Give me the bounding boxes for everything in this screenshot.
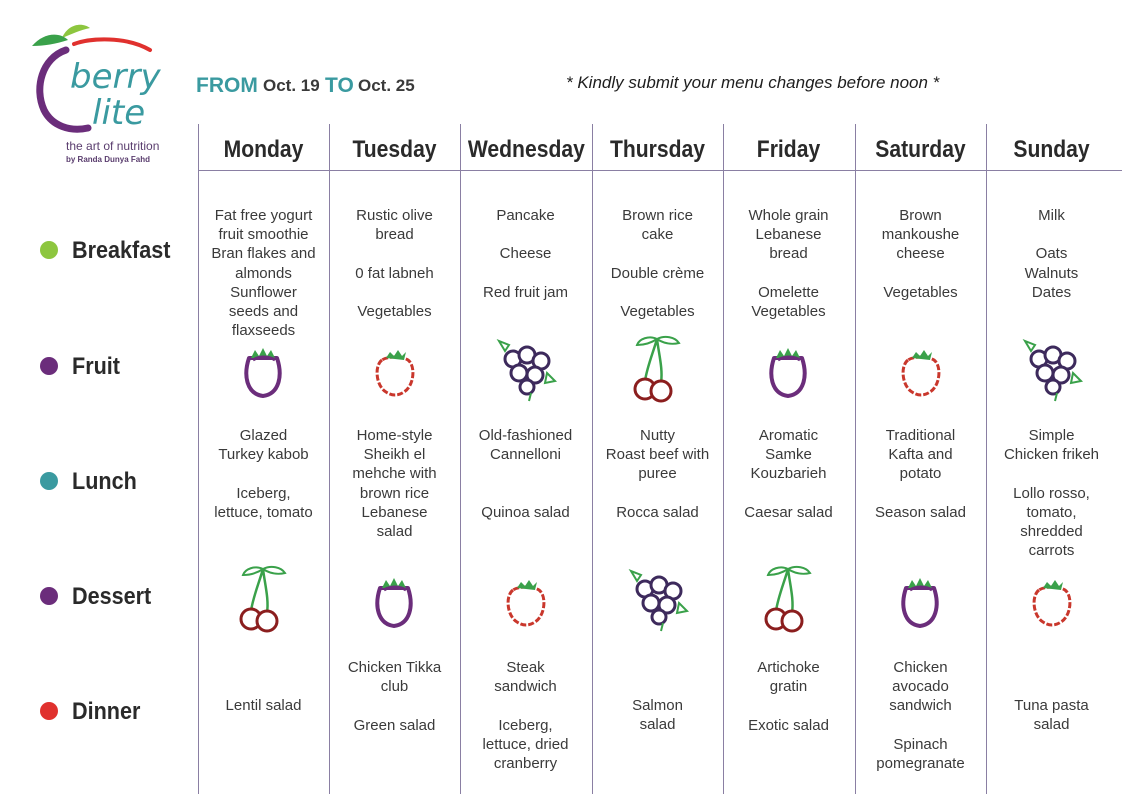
menu-item-line	[460, 464, 591, 483]
breakfast-cell	[460, 206, 591, 302]
menu-item-line: Rustic olive	[356, 207, 433, 224]
menu-item-line: Lebanese	[755, 226, 822, 244]
menu-item-line	[855, 264, 986, 283]
menu-item-line: almonds	[235, 264, 292, 282]
lunch-cell	[723, 426, 854, 522]
menu-item-line: lettuce, tomato	[214, 503, 313, 521]
menu-item-line: Vegetables	[883, 283, 958, 301]
menu-item-line: carrots	[1028, 542, 1075, 560]
menu-item-line: Iceberg,	[498, 716, 553, 734]
menu-item-line: Artichoke	[757, 659, 820, 676]
menu-item-line: Kafta and	[888, 446, 953, 464]
menu-item-line	[592, 484, 723, 503]
meal-label: Dinner	[72, 698, 141, 725]
menu-item-line: Vegetables	[620, 302, 695, 320]
menu-item-line: Fat free yogurt	[214, 207, 313, 224]
menu-item-line: Vegetables	[357, 302, 432, 320]
menu-item-line: Omelette	[758, 283, 819, 301]
plum-icon	[229, 336, 299, 406]
fruit-dot-icon	[40, 357, 58, 375]
menu-item-line: Cannelloni	[490, 446, 561, 464]
menu-item-line: Chicken Tikka	[347, 659, 442, 676]
dinner-cell	[329, 658, 460, 735]
menu-item-line: tomato,	[1026, 503, 1077, 521]
grapes-icon	[491, 333, 561, 403]
meal-label: Lunch	[72, 468, 137, 495]
dinner-cell	[986, 696, 1117, 734]
menu-item-line	[986, 464, 1117, 483]
menu-item-line	[460, 264, 591, 283]
menu-item-line	[460, 484, 591, 503]
menu-item-line: mehche with	[352, 465, 437, 483]
meal-breakfast	[40, 237, 181, 265]
grapes-icon	[623, 563, 693, 633]
menu-item-line: Chicken	[893, 659, 948, 676]
day-thursday: Thursday	[609, 136, 706, 163]
menu-item-line: gratin	[769, 678, 808, 696]
breakfast-cell	[198, 206, 329, 340]
menu-item-line: bread	[769, 245, 808, 263]
menu-item-line: Turkey kabob	[218, 446, 309, 464]
menu-item-line	[329, 283, 460, 302]
strawberry-icon	[360, 336, 430, 406]
lunch-cell	[198, 426, 329, 522]
breakfast-cell	[329, 206, 460, 321]
plum-icon	[886, 566, 956, 636]
strawberry-icon	[1017, 566, 1087, 636]
from-date: Oct. 19	[263, 76, 320, 95]
menu-item-line: Milk	[1038, 207, 1065, 224]
lunch-cell	[986, 426, 1117, 560]
menu-item-line: seeds and	[228, 303, 299, 321]
menu-item-line: Glazed	[239, 427, 288, 444]
menu-item-line	[329, 696, 460, 715]
menu-item-line	[198, 464, 329, 483]
menu-item-line: mankoushe	[881, 226, 960, 244]
menu-item-line: Lebanese	[361, 503, 428, 521]
day-monday: Monday	[223, 136, 304, 163]
menu-item-line: Double crème	[610, 264, 705, 282]
dessert-dot-icon	[40, 587, 58, 605]
breakfast-cell	[723, 206, 854, 321]
meal-dessert	[40, 583, 160, 611]
menu-item-line: bread	[375, 226, 414, 244]
header-divider	[198, 170, 1122, 171]
day-saturday: Saturday	[875, 136, 966, 163]
meal-label: Dessert	[72, 583, 152, 610]
menu-item-line: Pancake	[496, 207, 555, 224]
menu-item-line: Walnuts	[1024, 264, 1079, 282]
menu-item-line: club	[380, 678, 409, 696]
menu-item-line: avocado	[892, 678, 949, 696]
menu-item-line	[460, 696, 591, 715]
meal-fruit	[40, 353, 125, 381]
menu-item-line: cheese	[896, 245, 945, 263]
lunch-cell	[855, 426, 986, 522]
menu-item-line: Kouzbarieh	[750, 465, 827, 483]
menu-item-line: sandwich	[889, 697, 952, 715]
menu-item-line: pomegranate	[876, 755, 965, 772]
from-label: FROM	[196, 74, 258, 97]
menu-item-line: Brown	[899, 207, 942, 224]
meal-label: Fruit	[72, 353, 120, 380]
menu-item-line: Vegetables	[751, 303, 826, 320]
menu-item-line: Spinach	[893, 735, 948, 753]
menu-item-line: lettuce, dried	[482, 735, 569, 753]
menu-item-line: cranberry	[493, 755, 558, 772]
menu-item-line: Simple	[1028, 427, 1075, 444]
cherry-icon	[754, 563, 824, 633]
menu-item-line: Old-fashioned	[478, 427, 573, 444]
menu-item-line: Whole grain	[748, 207, 829, 224]
menu-item-line	[460, 225, 591, 244]
menu-item-line: Salmon	[632, 697, 683, 714]
menu-item-line: Lentil salad	[225, 697, 302, 714]
menu-item-line: Chicken frikeh	[1003, 446, 1100, 464]
menu-item-line: Season salad	[875, 503, 966, 521]
dinner-cell	[460, 658, 591, 773]
menu-item-line: Sheikh el	[363, 446, 426, 464]
menu-item-line: Roast beef with	[605, 446, 710, 464]
day-tuesday: Tuesday	[352, 136, 437, 163]
menu-item-line	[592, 283, 723, 302]
menu-item-line: Home-style	[356, 427, 433, 444]
meal-label: Breakfast	[72, 237, 171, 264]
menu-item-line: Steak	[506, 659, 545, 676]
menu-item-line	[592, 244, 723, 263]
lunch-cell	[460, 426, 591, 522]
menu-item-line: Traditional	[885, 427, 956, 444]
menu-item-line: Caesar salad	[744, 503, 833, 521]
breakfast-cell	[592, 206, 723, 321]
dinner-dot-icon	[40, 702, 58, 720]
menu-item-line: Sunflower	[230, 283, 297, 301]
menu-item-line: shredded	[1020, 523, 1083, 540]
menu-item-line: Iceberg,	[236, 484, 291, 502]
breakfast-cell	[855, 206, 986, 302]
menu-item-line: Red fruit jam	[482, 283, 569, 301]
menu-item-line: Tuna pasta	[1014, 697, 1089, 714]
menu-item-line: Dates	[1031, 283, 1072, 301]
dinner-cell	[855, 658, 986, 773]
day-friday: Friday	[756, 136, 821, 163]
menu-item-line: flaxseeds	[231, 322, 296, 340]
menu-item-line	[986, 225, 1117, 244]
menu-item-line	[855, 484, 986, 503]
menu-item-line: Bran flakes and	[211, 245, 316, 263]
menu-item-line: Exotic salad	[748, 716, 829, 734]
menu-item-line: Quinoa salad	[481, 503, 570, 521]
menu-item-line: Samke	[765, 446, 812, 464]
menu-item-line: Oats	[1035, 245, 1068, 263]
to-date: Oct. 25	[358, 76, 415, 95]
cherry-icon	[229, 563, 299, 633]
menu-item-line: Aromatic	[758, 427, 819, 444]
meal-dinner	[40, 698, 148, 726]
day-wednesday: Wednesday	[467, 136, 585, 163]
menu-item-line: Green salad	[353, 716, 436, 734]
plum-icon	[360, 566, 430, 636]
breakfast-cell	[986, 206, 1117, 302]
menu-item-line: 0 fat labneh	[355, 264, 434, 282]
menu-item-line	[723, 484, 854, 503]
logo-tagline: the art of nutrition	[66, 139, 160, 153]
day-sunday: Sunday	[1013, 136, 1090, 163]
logo-byline: by Randa Dunya Fahd	[66, 155, 151, 164]
notice-text: * Kindly submit your menu changes before noon *	[566, 73, 940, 92]
plum-icon	[754, 336, 824, 406]
menu-item-line: fruit smoothie	[218, 226, 309, 244]
dinner-cell	[723, 658, 854, 735]
menu-item-line: sandwich	[494, 678, 557, 696]
menu-item-line: Brown rice	[622, 207, 693, 224]
menu-item-line	[855, 716, 986, 735]
meal-lunch	[40, 468, 144, 496]
breakfast-dot-icon	[40, 241, 58, 259]
menu-item-line	[329, 244, 460, 263]
menu-item-line: brown rice	[359, 484, 430, 502]
menu-item-line: Lollo rosso,	[1013, 484, 1090, 502]
svg-text:berry: berry	[70, 57, 161, 97]
menu-item-line: Nutty	[639, 427, 675, 444]
strawberry-icon	[886, 336, 956, 406]
lunch-cell	[329, 426, 460, 541]
dinner-cell	[592, 696, 723, 734]
lunch-cell	[592, 426, 723, 522]
lunch-dot-icon	[40, 472, 58, 490]
menu-item-line: Rocca salad	[616, 503, 699, 521]
menu-item-line: puree	[638, 465, 677, 483]
to-label: TO	[325, 74, 354, 97]
grapes-icon	[1017, 333, 1087, 403]
menu-item-line: salad	[639, 716, 676, 734]
menu-item-line	[723, 264, 854, 283]
menu-item-line: Cheese	[499, 245, 552, 263]
menu-item-line	[723, 696, 854, 715]
menu-item-line: salad	[1033, 716, 1070, 734]
menu-item-line: potato	[899, 465, 942, 483]
menu-item-line: salad	[376, 523, 413, 541]
cherry-icon	[623, 333, 693, 403]
svg-text:lite: lite	[92, 93, 146, 133]
menu-item-line: cake	[641, 226, 674, 244]
dinner-cell	[198, 696, 329, 715]
strawberry-icon	[491, 566, 561, 636]
